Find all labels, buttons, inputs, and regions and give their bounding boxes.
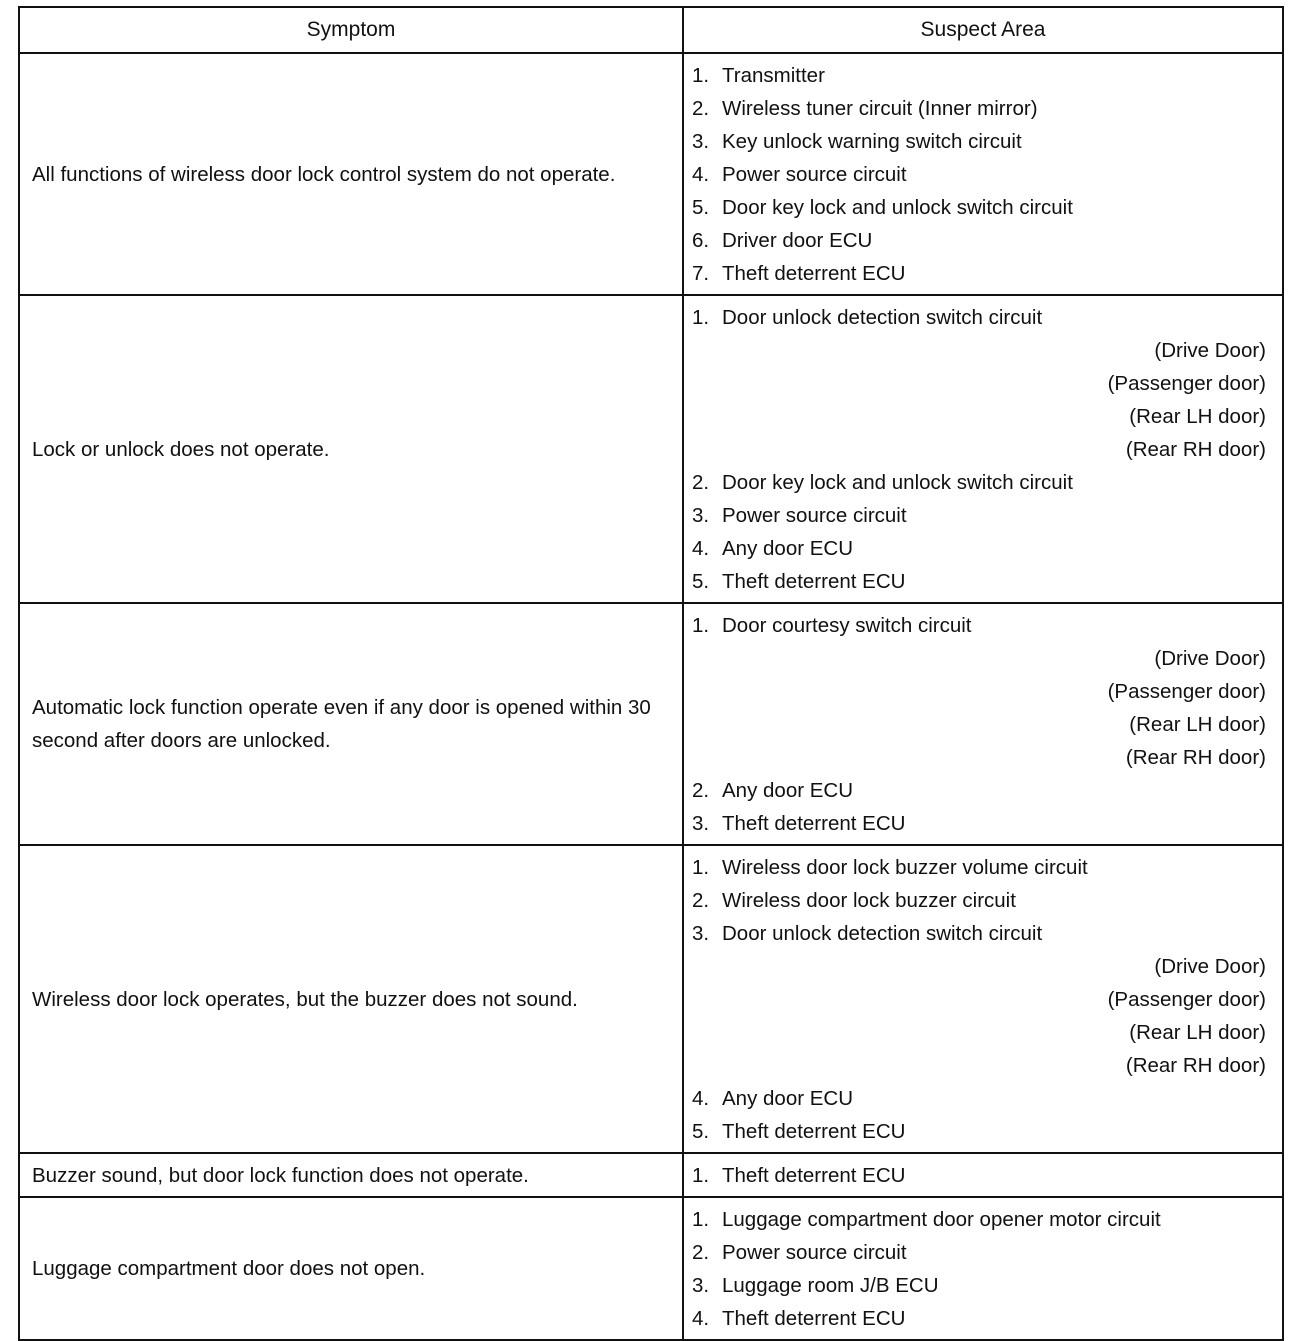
suspect-item-number: 4. (692, 163, 710, 186)
suspect-item (692, 125, 1266, 158)
symptom-cell: Lock or unlock does not operate. (19, 295, 683, 603)
suspect-item-text: Key unlock warning switch circuit (722, 130, 1022, 153)
suspect-area-cell (683, 53, 1283, 295)
suspect-item (692, 1159, 1266, 1192)
table-row (19, 845, 1283, 1153)
table-row (19, 295, 1283, 603)
table-row (19, 1153, 1283, 1197)
suspect-item-number: 2. (692, 889, 710, 912)
suspect-item-number: 1. (692, 306, 710, 329)
suspect-item-number: 2. (692, 97, 710, 120)
suspect-item (692, 1236, 1266, 1269)
suspect-subitem: (Rear RH door) (1125, 746, 1266, 769)
suspect-item-text: Wireless tuner circuit (Inner mirror) (722, 97, 1038, 120)
suspect-item-number: 1. (692, 614, 710, 637)
suspect-item-number: 3. (692, 504, 710, 527)
suspect-item-text: Theft deterrent ECU (722, 262, 906, 285)
suspect-item (692, 565, 1266, 598)
suspect-item-number: 2. (692, 1241, 710, 1264)
suspect-item (692, 191, 1266, 224)
suspect-item-text: Power source circuit (722, 1241, 907, 1264)
suspect-subitem: (Drive Door) (1154, 647, 1266, 670)
suspect-item-text: Luggage room J/B ECU (722, 1274, 939, 1297)
table-body (19, 53, 1283, 1340)
suspect-item (692, 917, 1266, 950)
suspect-item-number: 1. (692, 856, 710, 879)
suspect-subitem: (Drive Door) (1154, 955, 1266, 978)
suspect-item-text: Theft deterrent ECU (722, 812, 906, 835)
suspect-item (692, 609, 1266, 642)
suspect-item-text: Transmitter (722, 64, 825, 87)
suspect-item-text: Any door ECU (722, 537, 854, 560)
suspect-subitem: (Rear RH door) (1125, 438, 1266, 461)
suspect-subitem: (Rear LH door) (1129, 405, 1266, 428)
suspect-item (692, 499, 1266, 532)
header-symptom: Symptom (19, 7, 683, 53)
suspect-item (692, 1203, 1266, 1236)
suspect-item-text: Driver door ECU (722, 229, 873, 252)
symptom-cell: Buzzer sound, but door lock function does not operate. (19, 1153, 683, 1197)
suspect-item-text: Wireless door lock buzzer volume circuit (722, 856, 1088, 879)
suspect-item-text: Theft deterrent ECU (722, 1164, 906, 1187)
suspect-item-number: 4. (692, 1307, 710, 1330)
table-row (19, 603, 1283, 845)
suspect-area-cell (683, 1197, 1283, 1340)
suspect-item-text: Any door ECU (722, 1087, 854, 1110)
suspect-item (692, 807, 1266, 840)
suspect-item-text: Power source circuit (722, 504, 907, 527)
suspect-item-text: Door unlock detection switch circuit (722, 922, 1043, 945)
suspect-item-number: 2. (692, 779, 710, 802)
suspect-subitem: (Passenger door) (1107, 680, 1266, 703)
suspect-area-cell (683, 295, 1283, 603)
suspect-item-text: Wireless door lock buzzer circuit (722, 889, 1016, 912)
suspect-item-text: Theft deterrent ECU (722, 1307, 906, 1330)
suspect-item-number: 6. (692, 229, 710, 252)
suspect-item (692, 1115, 1266, 1148)
suspect-item-number: 1. (692, 1164, 710, 1187)
suspect-area-cell (683, 603, 1283, 845)
suspect-item-number: 3. (692, 922, 710, 945)
suspect-subitem: (Rear LH door) (1129, 1021, 1266, 1044)
symptom-cell: Wireless door lock operates, but the buzzer does not sound. (19, 845, 683, 1153)
suspect-item-number: 5. (692, 1120, 710, 1143)
suspect-item (692, 257, 1266, 290)
suspect-subitem: (Drive Door) (1154, 339, 1266, 362)
suspect-item-text: Any door ECU (722, 779, 854, 802)
header-row (19, 7, 1283, 53)
symptom-cell: Luggage compartment door does not open. (19, 1197, 683, 1340)
suspect-item-number: 3. (692, 1274, 710, 1297)
suspect-item-number: 3. (692, 130, 710, 153)
troubleshooting-table (18, 6, 1284, 1341)
suspect-item-number: 5. (692, 570, 710, 593)
suspect-subitem: (Passenger door) (1107, 988, 1266, 1011)
suspect-item (692, 59, 1266, 92)
suspect-item-number: 4. (692, 537, 710, 560)
suspect-item (692, 774, 1266, 807)
suspect-item-text: Door unlock detection switch circuit (722, 306, 1043, 329)
suspect-item-number: 1. (692, 64, 710, 87)
suspect-item (692, 1082, 1266, 1115)
suspect-item-text: Door courtesy switch circuit (722, 614, 972, 637)
suspect-area-cell (683, 845, 1283, 1153)
suspect-area-cell (683, 1153, 1283, 1197)
suspect-item-number: 4. (692, 1087, 710, 1110)
symptom-cell: All functions of wireless door lock control system do not operate. (19, 53, 683, 295)
suspect-subitem: (Rear LH door) (1129, 713, 1266, 736)
suspect-item-number: 2. (692, 471, 710, 494)
suspect-item (692, 224, 1266, 257)
suspect-item (692, 1302, 1266, 1335)
symptom-cell: Automatic lock function operate even if any door is opened within 30 second after doors are unlocked. (19, 603, 683, 845)
suspect-item (692, 158, 1266, 191)
suspect-item-number: 1. (692, 1208, 710, 1231)
suspect-subitem: (Rear RH door) (1125, 1054, 1266, 1077)
suspect-item (692, 301, 1266, 334)
suspect-item-text: Theft deterrent ECU (722, 570, 906, 593)
table-row (19, 53, 1283, 295)
suspect-item-text: Theft deterrent ECU (722, 1120, 906, 1143)
suspect-item-text: Door key lock and unlock switch circuit (722, 471, 1073, 494)
suspect-item-text: Power source circuit (722, 163, 907, 186)
suspect-item-number: 5. (692, 196, 710, 219)
suspect-item (692, 851, 1266, 884)
header-suspect-area: Suspect Area (683, 7, 1283, 53)
suspect-item-number: 7. (692, 262, 710, 285)
suspect-item (692, 1269, 1266, 1302)
table-row (19, 1197, 1283, 1340)
suspect-item-text: Door key lock and unlock switch circuit (722, 196, 1073, 219)
suspect-item (692, 532, 1266, 565)
suspect-item (692, 466, 1266, 499)
suspect-item-number: 3. (692, 812, 710, 835)
suspect-item (692, 884, 1266, 917)
suspect-subitem: (Passenger door) (1107, 372, 1266, 395)
suspect-item-text: Luggage compartment door opener motor circuit (722, 1208, 1161, 1231)
suspect-item (692, 92, 1266, 125)
